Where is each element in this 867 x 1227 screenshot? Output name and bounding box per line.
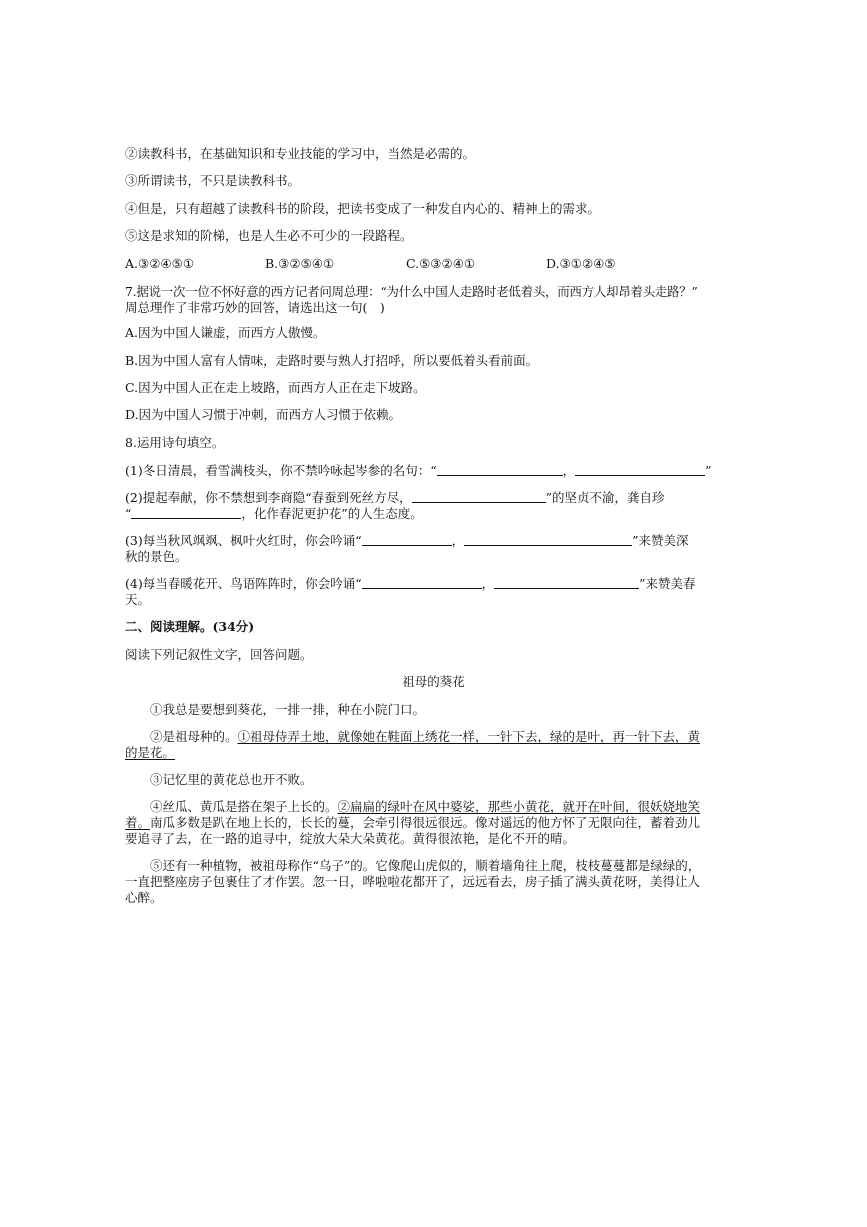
- passage-title: 祖母的葵花: [402, 674, 465, 689]
- para2-underlined-sentence: ①祖母侍弄土地，就像她在鞋面上绣花一样，一针下去，绿的是叶，再一针下去，黄: [237, 729, 701, 744]
- passage-para-5-line1: ⑤还有一种植物，被祖母称作“乌子”的。它像爬山虎似的，顺着墙角往上爬，枝枝蔓蔓都是绿绿的，: [150, 858, 701, 873]
- section-2-intro: 阅读下列记叙性文字，回答问题。: [125, 647, 313, 662]
- q8-title: 8.运用诗句填空。: [125, 435, 225, 450]
- q8-item-3-line1: [125, 532, 689, 549]
- q8-item1-text: (1)冬日清晨，看雪满枝头，你不禁吟咏起岑参的名句：“: [125, 463, 437, 478]
- q6-sentence-2: ②读教科书，在基础知识和专业技能的学习中，当然是必需的。: [125, 146, 476, 161]
- q7-option-c: C.因为中国人正在走上坡路，而西方人正在走下坡路。: [125, 380, 426, 395]
- q6-sentence-5: ⑤这是求知的阶梯，也是人生必不可少的一段路程。: [125, 228, 413, 243]
- q8-item-2-line1: [125, 489, 665, 506]
- passage-para-4-line3: 要追寻了去，在一路的追寻中，绽放大朵大朵黄花。黄得很浓艳，是化不开的晴。: [125, 831, 576, 846]
- section-2-heading: 二、阅读理解。(34分): [125, 619, 255, 634]
- q6-options: [125, 255, 685, 272]
- q8-item2-text: (2)提起奉献，你不禁想到李商隐“春蚕到死丝方尽，: [125, 490, 412, 505]
- passage-para-5-line2: 一直把整座房子包裹住了才作罢。忽一日，哗啦啦花都开了，远远看去，房子插了满头黄花呀，美得让人: [125, 874, 701, 889]
- q7-stem-line2: 周总理作了非常巧妙的回答，请选出这一句( ): [125, 300, 385, 315]
- q6-option-c: C.⑤③②④①: [406, 256, 476, 271]
- q6-option-b: B.③②⑤④①: [265, 256, 335, 271]
- passage-para-2-line1: [150, 728, 700, 745]
- q6-sentence-3: ③所谓读书，不只是读教科书。: [125, 173, 301, 188]
- q7-option-a: A.因为中国人谦虚，而西方人傲慢。: [125, 325, 326, 340]
- q8-blank-4a[interactable]: [362, 576, 482, 589]
- q8-item3-text: (3)每当秋风飒飒、枫叶火红时，你会吟诵“: [125, 533, 362, 548]
- para2-text: ②是祖母种的。: [150, 729, 238, 744]
- q8-item3-tail: ”来赞美深: [632, 533, 689, 548]
- passage-para-4-line2: [125, 814, 700, 831]
- q8-blank-3a[interactable]: [362, 533, 452, 546]
- q8-blank-3b[interactable]: [464, 533, 632, 546]
- q8-item4-comma: ，: [481, 576, 495, 591]
- q8-item3-line2: 秋的景色。: [125, 549, 188, 564]
- q7-option-b: B.因为中国人富有人情味，走路时要与熟人打招呼，所以要低着头看前面。: [125, 353, 539, 368]
- para4-text-2: 南瓜多数是趴在地上长的，长长的蔓，会牵引得很远很远。像对遥远的他方怀了无限向往，蓄着劲儿: [150, 815, 701, 830]
- q6-option-a: A.③②④⑤①: [125, 256, 195, 271]
- passage-para-4-line1: [150, 798, 700, 815]
- q8-item-4-line1: [125, 575, 696, 592]
- passage-para-1: ①我总是要想到葵花，一排一排，种在小院门口。: [150, 702, 426, 717]
- q8-item3-comma: ，: [451, 533, 465, 548]
- q8-blank-1b[interactable]: [575, 463, 705, 476]
- q8-item4-tail: ”来赞美春: [639, 576, 696, 591]
- para4-underlined-sentence: ②扁扁的绿叶在风中婆娑，那些小黄花，就开在叶间，很妖娆地笑: [337, 799, 701, 814]
- q6-sentence-4: ④但是，只有超越了读教科书的阶段，把读书变成了一种发自内心的、精神上的需求。: [125, 201, 601, 216]
- q8-item-2-line2: [125, 505, 423, 522]
- q8-item4-line2: 天。: [125, 592, 151, 607]
- q7-stem-line1: 7.据说一次一位不怀好意的西方记者问周总理：“为什么中国人走路时老低着头，而西方人却昂着头走路？”: [125, 284, 698, 299]
- para2-underlined-end: 的是花。: [125, 745, 176, 760]
- para4-text: ④丝瓜、黄瓜是搭在架子上长的。: [150, 799, 338, 814]
- passage-para-2-line2: [125, 744, 175, 761]
- q8-item1-comma: ，: [562, 463, 576, 478]
- q8-item2-tail: ”的坚贞不渝，龚自珍: [545, 490, 665, 505]
- q8-item-1: [125, 462, 712, 479]
- q8-blank-1a[interactable]: [437, 463, 563, 476]
- q8-blank-2a[interactable]: [412, 490, 546, 503]
- q8-item2-open: “: [125, 506, 132, 521]
- para4-underlined-end: 着。: [125, 815, 151, 830]
- q8-item4-text: (4)每当春暖花开、鸟语阵阵时，你会吟诵“: [125, 576, 362, 591]
- q8-item2-end: ，化作春泥更护花”的人生态度。: [241, 506, 423, 521]
- q8-item1-end: ”: [705, 463, 712, 478]
- q8-blank-4b[interactable]: [494, 576, 639, 589]
- passage-para-5-line3: 心醉。: [125, 890, 163, 905]
- q7-option-d: D.因为中国人习惯于冲刺，而西方人习惯于依赖。: [125, 407, 402, 422]
- passage-para-3: ③记忆里的黄花总也开不败。: [150, 772, 313, 787]
- q8-blank-2b[interactable]: [131, 506, 241, 519]
- q6-option-d: D.③①②④⑤: [546, 256, 616, 271]
